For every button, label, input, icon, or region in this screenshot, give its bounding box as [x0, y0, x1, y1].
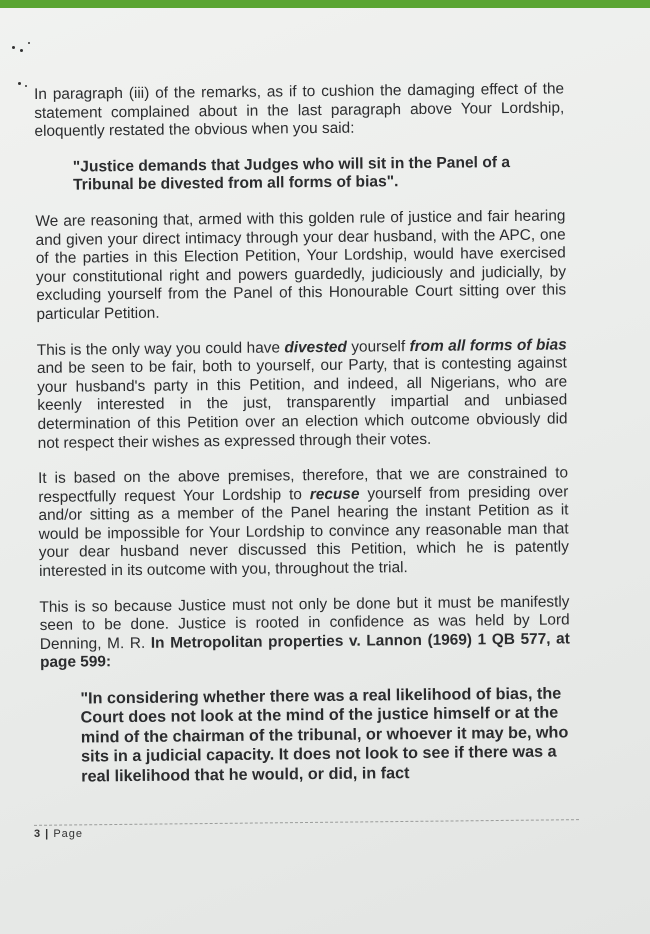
stray-dot [18, 82, 21, 85]
paragraph-3 [37, 336, 568, 453]
p3-emphasis-bias: from all forms of bias [409, 335, 567, 355]
paragraph-1: In paragraph (iii) of the remarks, as if to cushion the damaging effect of the statement complained about in the last paragraph above Your Lordship, eloquently restated the obvious when you said: [34, 80, 565, 141]
page-label: Page [53, 828, 84, 840]
paragraph-4 [38, 465, 569, 582]
paragraph-2: We are reasoning that, armed with this golden rule of justice and fair hearing and given your direct intimacy through your dear husband, with the APC, one of the parties in this Election Petition, Your Lordship, would have exercised your constitutional right and powers guardedly, judiciously and judicially, by excluding yourself from the Panel of this Honourable Court sitting over this particular Petition. [35, 207, 567, 323]
stray-dot [20, 49, 23, 52]
body-text [34, 80, 571, 787]
p3-text-e: and be seen to be fair, both to yourself, our Party, that is contesting against your husband's party in this Petition, and indeed, all Nigerians, who are keenly interested in the just, transparently impartial and unbiased determination of this Petition over an election which outcome obviously did not respect their wishes as expressed through their votes. [36, 354, 568, 452]
p5-text-a: This is so because Justice must not only be done but it must be manifestly seen to be done. Justice is rooted in confidence as was held by Lord Denning, M. R. [39, 593, 570, 653]
p4-text-c: yourself from presiding over and/or sitting as a member of the Panel hearing the instant Petition as it would be impossible for Your Lordship to convince any reasonable man that your dear husband never discussed this Petition, which he is patently interested in its outcome with you, throughout the trial. [38, 483, 569, 581]
p4-emphasis-recuse: recuse [309, 485, 360, 503]
p5-case-citation: In Metropolitan properties v. Lannon (1969) 1 QB 577, at page 599: [39, 630, 570, 672]
footer-rule [34, 819, 579, 826]
p3-text-c: yourself [346, 337, 410, 356]
stray-dot [28, 42, 30, 44]
green-top-edge [0, 0, 650, 8]
quote-real-likelihood: "In considering whether there was a real likelihood of bias, the Court does not look at the mind of the justice himself or at the mind of the chairman of the tribunal, or whoever it may be, who sits in a judicial capacity. It does not look to see if there was a real likelihood that he would, or did, in fact [80, 684, 569, 786]
page-number: 3 [34, 828, 42, 840]
p3-text-a: This is the only way you could have [36, 338, 285, 359]
stray-dot [25, 85, 27, 87]
quote-justice-demands: "Justice demands that Judges who will sit in the Panel of a Tribunal be divested from all forms of bias". [72, 153, 511, 194]
page-separator: | [41, 828, 54, 840]
paragraph-5 [39, 593, 570, 673]
p3-emphasis-divested: divested [284, 338, 347, 356]
p4-text-a: It is based on the above premises, therefore, that we are constrained to respectfully request Your Lordship to [38, 464, 569, 506]
stray-dot [12, 46, 15, 49]
page-footer [34, 828, 83, 840]
